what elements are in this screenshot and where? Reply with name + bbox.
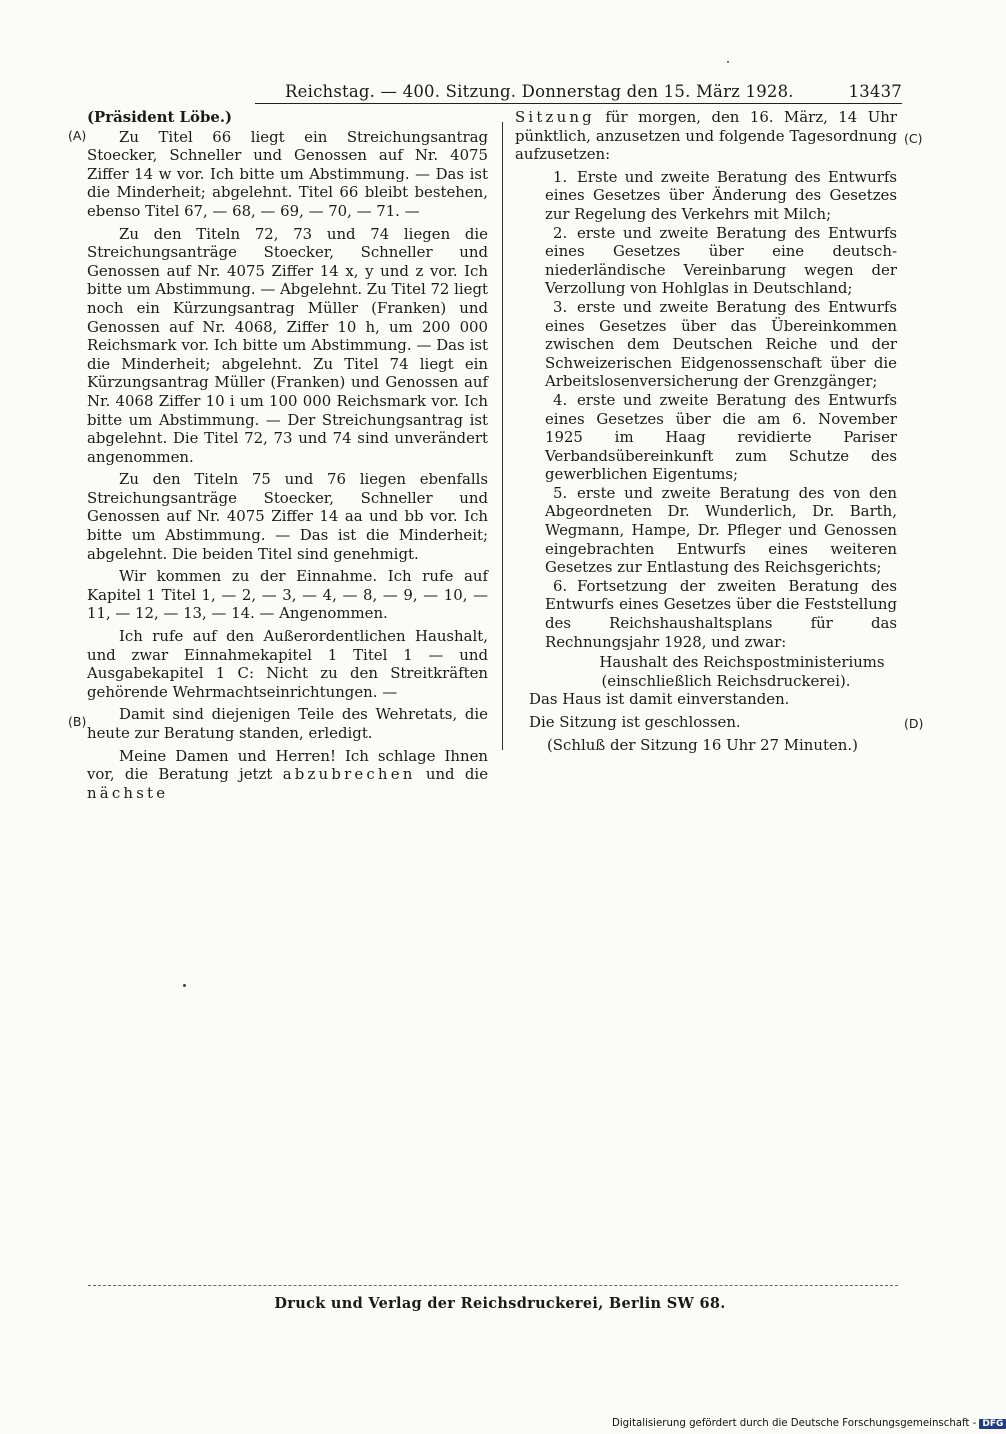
item-text: Fortsetzung der zweiten Beratung des Entwurfs eines Gesetzes über die Feststellung des Reichshaushaltsplans für das Rechnungsjahr 1928, und zwar: xyxy=(545,576,897,651)
paragraph-proposal xyxy=(87,747,488,803)
item-number: 4. xyxy=(553,390,568,409)
paragraph: Zu den Titeln 75 und 76 liegen ebenfalls Streichungsanträge Stoecker, Schneller und Genossen auf Nr. 4075 Ziffer 14 aa und bb vor. Ich bitte um Abstimmung. — Das ist die Minderheit; abgelehnt. Die beiden Titel sind genehmigt. xyxy=(87,470,488,563)
paragraph: Ich rufe auf den Außerordentlichen Haushalt, und zwar Einnahmekapitel 1 Titel 1 — und Ausgabekapitel 1 C: Nicht zu den Streitkräften gehörende Wehrmachtseinrichtungen. — xyxy=(87,627,488,701)
margin-mark-b: (B) xyxy=(68,714,87,729)
header-rule xyxy=(255,103,902,104)
spaced-word: nächste xyxy=(87,783,169,802)
paragraph: Zu den Titeln 72, 73 und 74 liegen die Streichungsanträge Stoecker, Schneller und Genossen auf Nr. 4075 Ziffer 14 x, y und z vor. Ich bitte um Abstimmung. — Abgelehnt. Zu Titel 72 liegt noch ein Kürzungsantrag Müller (Franken) und Genossen auf Nr. 4068, Ziffer 10 h, um 200 000 Reichsmark vor. Ich bitte um Abstimmung. — Das ist die Minderheit; abgelehnt. Zu Titel 74 liegt ein Kürzungsantrag Müller (Franken) und Genossen auf Nr. 4068 Ziffer 10 i um 100 000 Reichsmark vor. Ich bitte um Abstimmung. — Der Streichungsantrag ist abgelehnt. Die Titel 72, 73 und 74 sind unverändert angenommen. xyxy=(87,224,488,466)
page-number: 13437 xyxy=(848,82,902,101)
scan-speck xyxy=(727,61,729,63)
header-title: Reichstag. — 400. Sitzung. Donnerstag den 15. März 1928. xyxy=(285,82,794,101)
margin-mark-c: (C) xyxy=(904,131,923,146)
proposal-text: und die xyxy=(425,765,489,784)
speaker-label: (Präsident Löbe.) xyxy=(87,108,233,126)
paragraph: Zu Titel 66 liegt ein Streichungsantrag Stoecker, Schneller und Genossen auf Nr. 4075 Ziffer 14 w vor. Ich bitte um Abstimmung. — Das ist die Minderheit; abgelehnt. Titel 66 bleibt bestehen, ebenso Titel 67, — 68, — 69, — 70, — 71. — xyxy=(87,127,488,220)
agenda-item xyxy=(515,391,897,484)
item-text: erste und zweite Beratung des Entwurfs eines Gesetzes über eine deutsch-niederländische Vereinbarung wegen der Verzollung von Hohlglas in Deutschland; xyxy=(545,223,897,298)
paragraph-continuation xyxy=(515,108,897,164)
scan-speck xyxy=(183,984,186,987)
printer-imprint: Druck und Verlag der Reichsdruckerei, Berlin SW 68. xyxy=(274,1295,726,1312)
closing-statement: Die Sitzung ist geschlossen. xyxy=(529,713,741,731)
paragraph: Damit sind diejenigen Teile des Wehretats, die heute zur Beratung standen, erledigt. xyxy=(87,705,488,742)
item-number: 6. xyxy=(553,576,568,595)
agenda-item xyxy=(515,298,897,391)
proposal-text: Meine Damen und Herren! Ich schlage Ihnen vor, die Beratung jetzt xyxy=(87,746,488,784)
margin-mark-a: (A) xyxy=(68,128,87,143)
agenda-item xyxy=(515,484,897,577)
paragraph: Wir kommen zu der Einnahme. Ich rufe auf Kapitel 1 Titel 1, — 2, — 3, — 4, — 8, — 9, — 10, — 11, — 12, — 13, — 14. — Angenommen. xyxy=(87,567,488,623)
item-text: erste und zweite Beratung des Entwurfs eines Gesetzes über die am 6. November 1925 im Haag revidierte Pariser Verbandsübereinkunft zum Schutze des gewerblichen Eigentums; xyxy=(545,390,897,484)
right-column xyxy=(515,108,897,754)
session-end-note: (Schluß der Sitzung 16 Uhr 27 Minuten.) xyxy=(547,735,858,754)
running-header xyxy=(255,82,902,104)
left-column xyxy=(87,108,488,802)
agenda-item xyxy=(515,577,897,651)
agenda-item xyxy=(515,224,897,298)
dfg-logo: DFG xyxy=(979,1419,1006,1429)
agenda-item xyxy=(515,168,897,224)
item-text: erste und zweite Beratung des von den Abgeordneten Dr. Wunderlich, Dr. Barth, Wegmann, Hampe, Dr. Pfleger und Genossen eingebrachten Entwurfs eines weiteren Gesetzes zur Entlastung des Reichsgerichts; xyxy=(545,483,897,577)
agreement-note: Das Haus ist damit einverstanden. xyxy=(529,690,790,709)
item-text: erste und zweite Beratung des Entwurfs eines Gesetzes über das Übereinkommen zwischen dem Deutschen Reiche und der Schweizerischen Eidgenossenschaft über die Arbeitslosenversicherung der Grenzgänger; xyxy=(545,297,897,391)
digitization-text: Digitalisierung gefördert durch die Deutsche Forschungsgemeinschaft - xyxy=(612,1418,977,1429)
footer-rule xyxy=(88,1285,898,1286)
item-number: 3. xyxy=(553,297,568,316)
item-text: Erste und zweite Beratung des Entwurfs eines Gesetzes über Änderung des Gesetzes zur Regelung des Verkehrs mit Milch; xyxy=(545,167,897,223)
spaced-word: Sitzung xyxy=(515,108,595,126)
item-number: 5. xyxy=(553,483,568,502)
item-number: 1. xyxy=(553,167,568,186)
agenda-subitem: Haushalt des Reichspostministeriums (einschließlich Reichsdruckerei). xyxy=(599,653,885,690)
item-number: 2. xyxy=(553,223,568,242)
continuation-text: für morgen, den 16. März, 14 Uhr pünktlich, anzusetzen und folgende Tagesordnung aufzusetzen: xyxy=(515,108,897,164)
spaced-word: abzubrechen xyxy=(282,765,416,784)
margin-mark-d: (D) xyxy=(904,716,924,731)
digitization-credit xyxy=(612,1418,1004,1429)
column-divider xyxy=(502,122,503,750)
